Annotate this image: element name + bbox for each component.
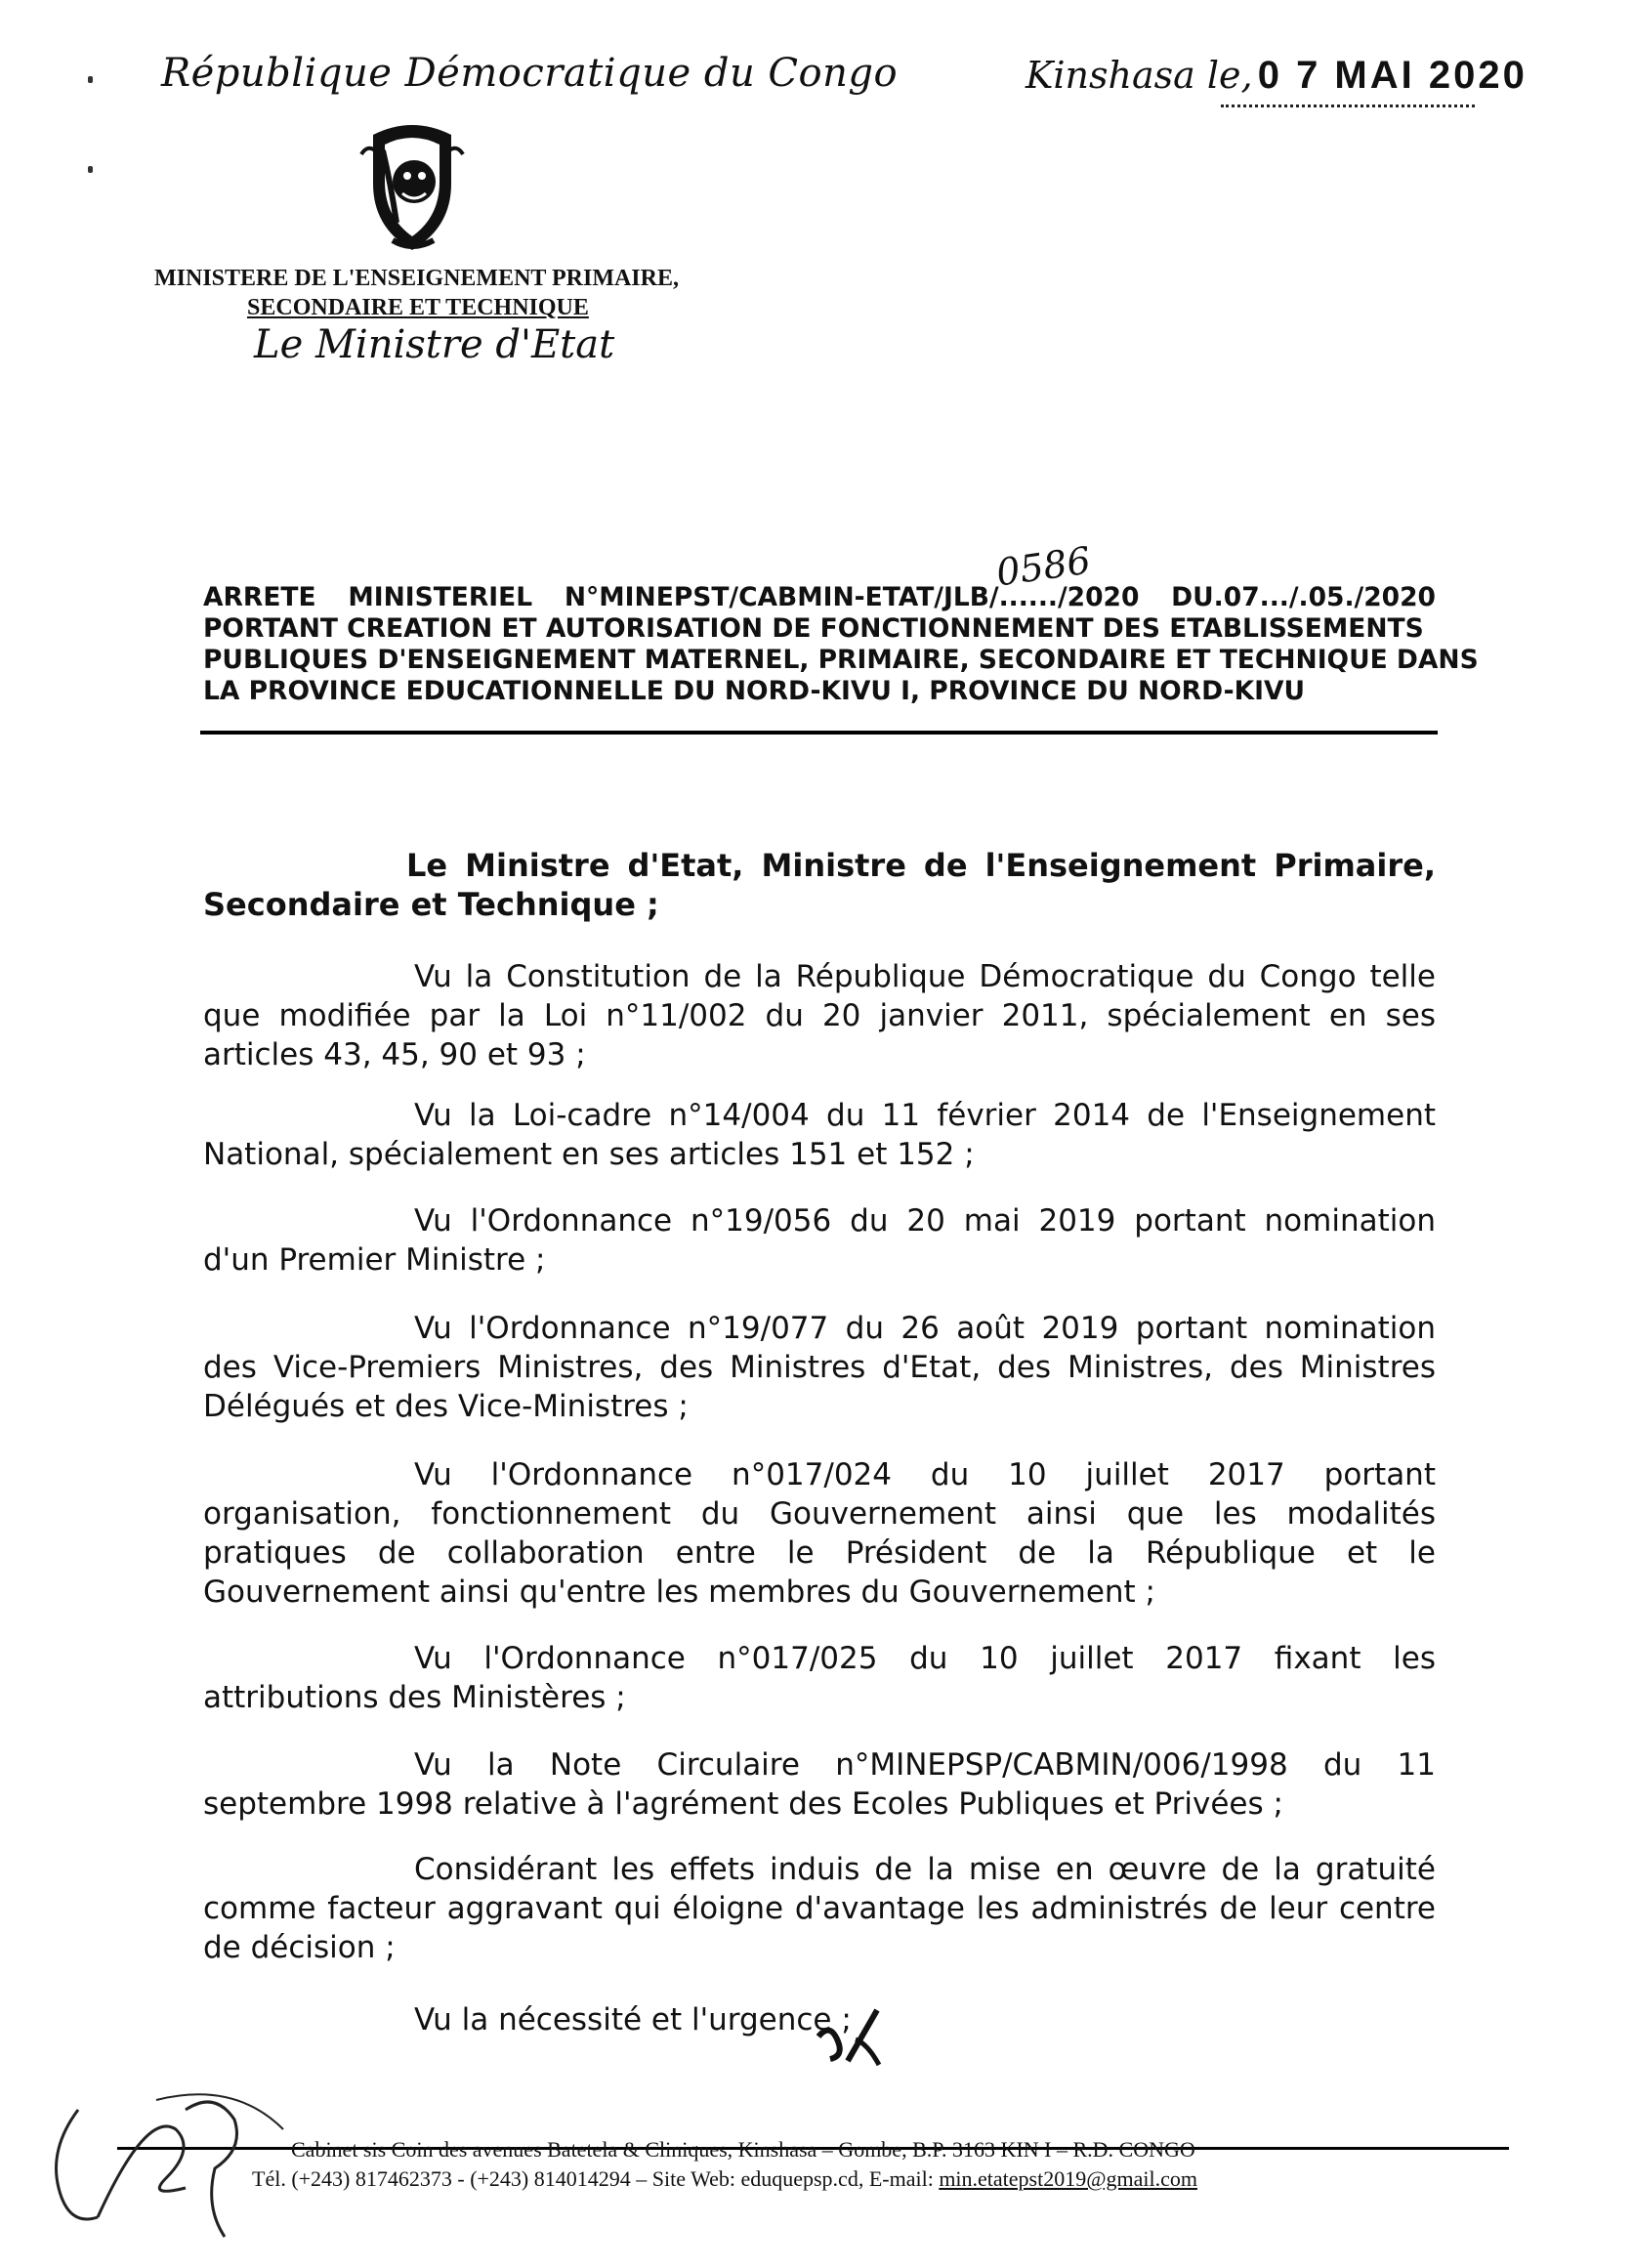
minister-title: Le Ministre d'Etat: [254, 322, 615, 367]
title-word: MINISTERIEL: [348, 582, 533, 612]
title-text: LA PROVINCE EDUCATIONNELLE DU NORD-KIVU I, PROVINCE DU NORD-KIVU: [203, 676, 1305, 706]
paragraph: Vu la Constitution de la République Démocratique du Congo telle que modifiée par la Loi n°11/002 du 20 janvier 2011, spécialement en ses articles 43, 45, 90 et 93 ;: [203, 959, 1436, 1072]
decree-date: DU.07.../.05./2020: [1171, 582, 1436, 612]
title-word: ARRETE: [203, 582, 316, 612]
scan-mark: [88, 76, 93, 83]
paragraph: Considérant les effets induis de la mise en œuvre de la gratuité comme facteur aggravant qui éloigne d'avantage les administrés de leur centre de décision ;: [203, 1852, 1436, 1965]
paragraph: Vu la Note Circulaire n°MINEPSP/CABMIN/006/1998 du 11 septembre 1998 relative à l'agrément des Ecoles Publiques et Privées ;: [203, 1747, 1436, 1822]
decree-title: [203, 582, 1479, 707]
date-value: 0 7 MAI 2020: [1257, 54, 1528, 97]
ministry-name-line1: MINISTERE DE L'ENSEIGNEMENT PRIMAIRE,: [154, 266, 679, 291]
document-date: [1026, 54, 1528, 98]
title-line: [203, 613, 1436, 645]
footer-address: Cabinet sis Coin des avenues Batetela & Cliniques, Kinshasa – Gombe, B.P. 3163 KIN I – R.D. CONGO: [291, 2137, 1195, 2162]
paragraph: Vu la nécessité et l'urgence ;: [414, 2002, 852, 2037]
paragraph: Vu la Loi-cadre n°14/004 du 11 février 2014 de l'Enseignement National, spécialement en ses articles 151 et 152 ;: [203, 1098, 1436, 1172]
paragraph: Vu l'Ordonnance n°19/056 du 20 mai 2019 portant nomination d'un Premier Ministre ;: [203, 1203, 1436, 1278]
title-line: [203, 645, 1479, 676]
signature-icon: [39, 2071, 293, 2247]
date-dotted-line: [1221, 105, 1475, 107]
paragraph: Vu l'Ordonnance n°017/024 du 10 juillet 2017 portant organisation, fonctionnement du Gouvernement ainsi que les modalités pratiques de collaboration entre le Président de la République et le Gouvernement ainsi qu'entre les membres du Gouvernement ;: [203, 1457, 1436, 1610]
paragraph: Vu l'Ordonnance n°19/077 du 26 août 2019 portant nomination des Vice-Premiers Ministres, des Ministres d'Etat, des Ministres, des Ministres Délégués et des Vice-Ministres ;: [203, 1311, 1436, 1424]
handwritten-initials-icon: [809, 2002, 887, 2071]
leopard-emblem-icon: [354, 115, 471, 254]
footer-phone-site: Tél. (+243) 817462373 - (+243) 814014294 – Site Web: eduquepsp.cd, E-mail:: [252, 2166, 940, 2191]
date-label: Kinshasa le,: [1026, 54, 1253, 97]
ministry-name-line2: SECONDAIRE ET TECHNIQUE: [247, 295, 589, 320]
title-text: PORTANT CREATION ET AUTORISATION DE FONCTIONNEMENT DES ETABLISSEMENTS: [203, 613, 1424, 644]
scan-mark: [88, 166, 93, 173]
footer-contact: [252, 2166, 1197, 2192]
decree-reference: N°MINEPST/CABMIN-ETAT/JLB/....../2020: [564, 582, 1140, 612]
preamble: Le Ministre d'Etat, Ministre de l'Enseignement Primaire, Secondaire et Technique ;: [203, 847, 1436, 923]
title-text: PUBLIQUES D'ENSEIGNEMENT MATERNEL, PRIMAIRE, SECONDAIRE ET TECHNIQUE DANS: [203, 645, 1479, 675]
title-line: [203, 676, 1436, 707]
title-underline-rule: [200, 731, 1438, 735]
footer-email-link[interactable]: min.etatepst2019@gmail.com: [939, 2166, 1197, 2191]
republic-name: République Démocratique du Congo: [161, 51, 899, 96]
handwritten-decree-number: 0586: [993, 538, 1094, 595]
title-line: [203, 582, 1436, 613]
paragraph: Vu l'Ordonnance n°017/025 du 10 juillet 2017 fixant les attributions des Ministères ;: [203, 1641, 1436, 1715]
